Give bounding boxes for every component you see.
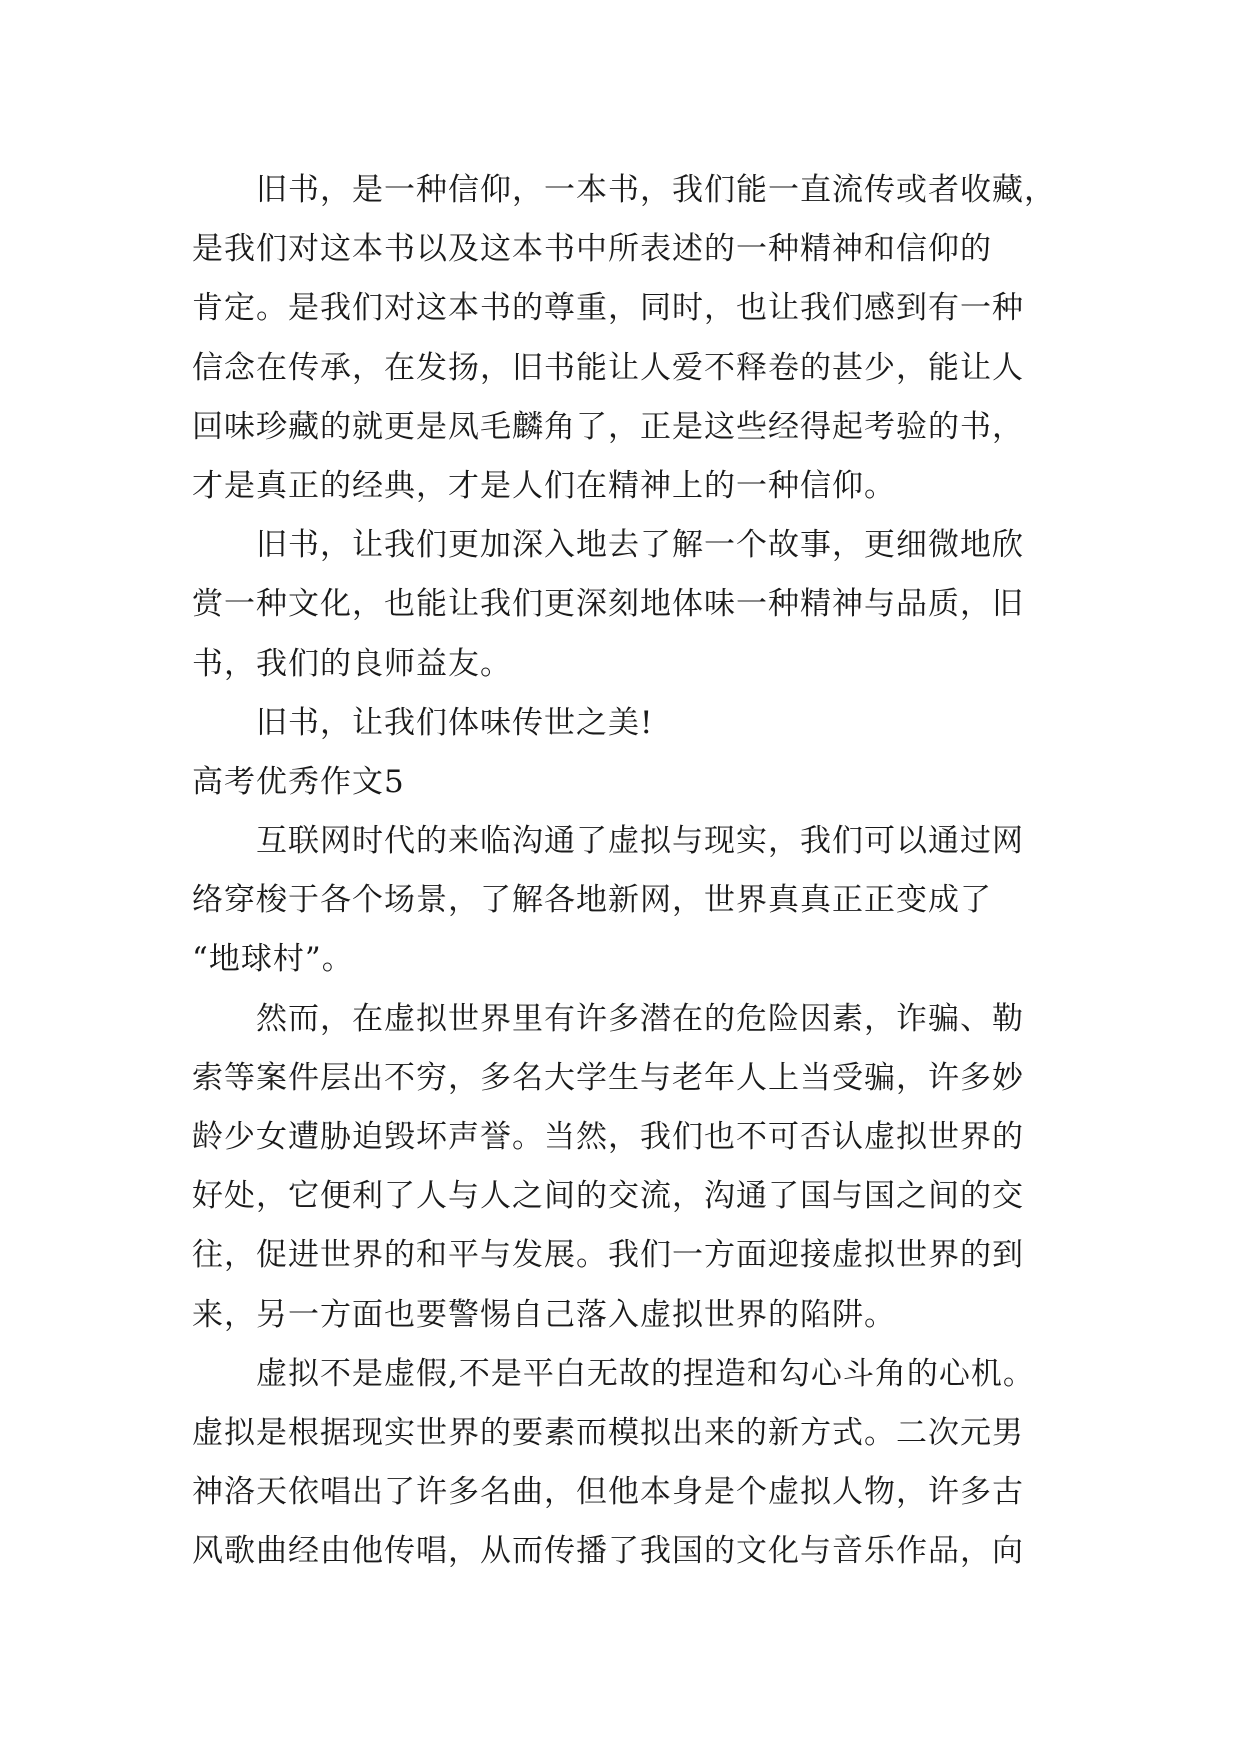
text-line: 然而，在虚拟世界里有许多潜在的危险因素，诈骗、勒 (256, 1000, 1024, 1037)
text-line: 来，另一方面也要警惕自己落入虚拟世界的陷阱。 (192, 1296, 896, 1333)
text-line: 虚拟不是虚假,不是平白无故的捏造和勾心斗角的心机。 (256, 1355, 1035, 1392)
text-line: 虚拟是根据现实世界的要素而模拟出来的新方式。二次元男 (192, 1414, 1024, 1451)
text-line: 龄少女遭胁迫毁坏声誉。当然，我们也不可否认虚拟世界的 (192, 1119, 1024, 1155)
text-line: 好处，它便利了人与人之间的交流，沟通了国与国之间的交 (192, 1178, 1024, 1215)
text-line: 索等案件层出不穷，多名大学生与老年人上当受骗，许多妙 (192, 1059, 1024, 1096)
text-line: “地球村”。 (192, 941, 354, 978)
text-line: 旧书，是一种信仰，一本书，我们能一直流传或者收藏， (256, 172, 1056, 208)
text-line: 旧书，让我们体味传世之美! (256, 704, 654, 741)
text-line: 是我们对这本书以及这本书中所表述的一种精神和信仰的 (192, 231, 992, 268)
text-line: 信念在传承，在发扬，旧书能让人爱不释卷的甚少，能让人 (192, 349, 1024, 386)
text-line: 风歌曲经由他传唱，从而传播了我国的文化与音乐作品，向 (192, 1533, 1024, 1570)
text-line: 才是真正的经典，才是人们在精神上的一种信仰。 (192, 467, 896, 504)
text-line: 回味珍藏的就更是凤毛麟角了，正是这些经得起考验的书， (192, 408, 1024, 445)
text-line: 书，我们的良师益友。 (192, 645, 512, 682)
text-line: 旧书，让我们更加深入地去了解一个故事，更细微地欣 (256, 527, 1024, 564)
text-line: 神洛天依唱出了许多名曲，但他本身是个虚拟人物，许多古 (192, 1474, 1024, 1511)
text-line: 络穿梭于各个场景，了解各地新网，世界真真正正变成了 (192, 882, 992, 919)
text-line: 肯定。是我们对这本书的尊重，同时，也让我们感到有一种 (192, 290, 1024, 327)
text-line: 往，促进世界的和平与发展。我们一方面迎接虚拟世界的到 (192, 1237, 1024, 1274)
text-line: 互联网时代的来临沟通了虚拟与现实，我们可以通过网 (256, 823, 1024, 860)
text-line: 赏一种文化，也能让我们更深刻地体味一种精神与品质，旧 (192, 586, 1024, 623)
text-line: 高考优秀作文5 (192, 763, 405, 800)
essay-text-block (192, 161, 1072, 1582)
